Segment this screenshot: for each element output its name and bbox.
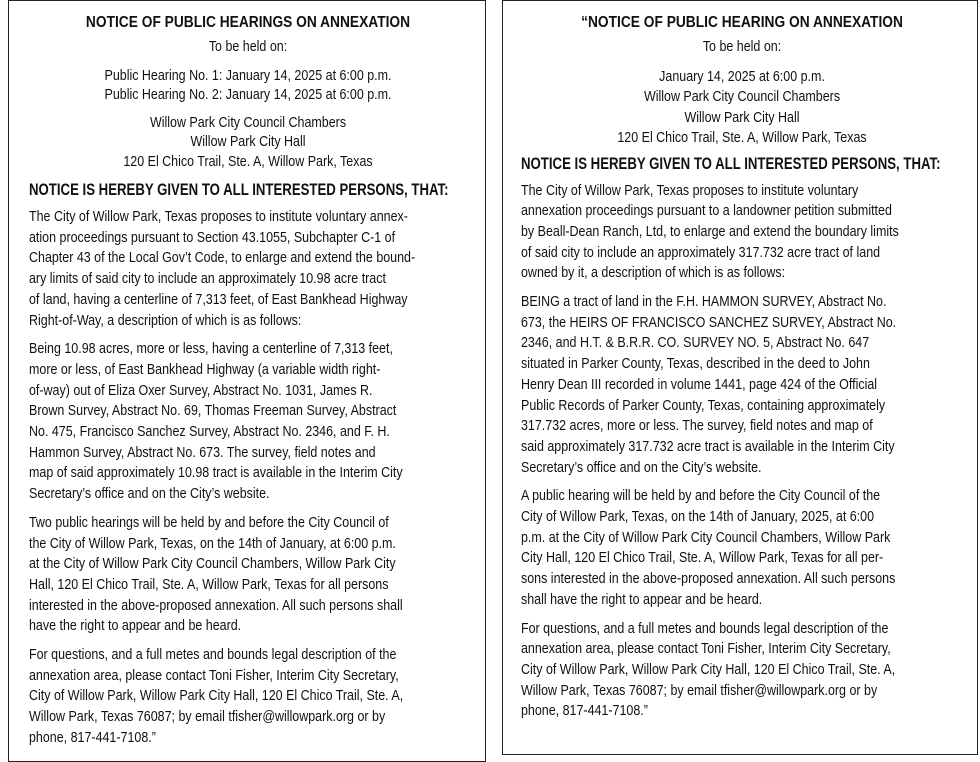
location-line: Willow Park City Hall: [684, 109, 800, 126]
text-line: situated in Parker County, Texas, described in the deed to John: [521, 356, 870, 373]
text-line: The City of Willow Park, Texas proposes to institute voluntary: [521, 182, 859, 199]
hearing-line: Public Hearing No. 2: January 14, 2025 at 6:00 p.m.: [104, 87, 392, 103]
text-line: at the City of Willow Park City Council Chambers, Willow Park City: [29, 556, 396, 573]
text-line: annexation area, please contact Toni Fisher, Interim City Secretary,: [29, 667, 399, 684]
text-line: City of Willow Park, Texas, on the 14th of January, 2025, at 6:00: [521, 509, 875, 526]
text-line: For questions, and a full metes and bounds legal description of the: [521, 620, 889, 637]
location-line: January 14, 2025 at 6:00 p.m.: [659, 68, 825, 85]
text-line: 673, the HEIRS OF FRANCISCO SANCHEZ SURVEY, Abstract No.: [521, 314, 897, 331]
text-line: City of Willow Park, Willow Park City Hall, 120 El Chico Trail, Ste. A,: [29, 688, 404, 705]
text-line: of said city to include an approximately 317.732 acre tract of land: [521, 244, 881, 261]
text-line: said approximately 317.732 acre tract is available in the Interim City: [521, 438, 895, 455]
paragraph-hearings: [521, 486, 901, 610]
location-line: Willow Park City Hall: [190, 134, 306, 150]
hearing-location: [552, 67, 932, 149]
text-line: shall have the right to appear and be heard.: [521, 591, 763, 608]
text-line: Hall, 120 El Chico Trail, Ste. A, Willow Park, Texas for all persons: [29, 576, 389, 593]
to-be-held-label: To be held on:: [208, 39, 288, 55]
text-line: ation proceedings pursuant to Section 43.1055, Subchapter C-1 of: [29, 229, 396, 246]
text-line: Secretary’s office and on the City’s website.: [29, 486, 270, 503]
location-line: 120 El Chico Trail, Ste. A, Willow Park, Texas: [617, 130, 867, 146]
to-be-held-label: To be held on:: [702, 39, 782, 55]
hearing-location: [60, 114, 437, 173]
text-line: Right-of-Way, a description of which is as follows:: [29, 312, 302, 329]
text-line: Two public hearings will be held by and before the City Council of: [29, 514, 389, 531]
hearing-schedule: [60, 67, 437, 106]
text-line: A public hearing will be held by and before the City Council of the: [521, 488, 881, 505]
text-line: Secretary’s office and on the City’s website.: [521, 459, 762, 476]
annexation-notice-right: [502, 0, 978, 755]
text-line: Public Records of Parker County, Texas, containing approximately: [521, 397, 886, 414]
text-line: City of Willow Park, Willow Park City Hall, 120 El Chico Trail, Ste. A,: [521, 661, 896, 678]
text-line: annexation proceedings pursuant to a landowner petition submitted: [521, 203, 892, 220]
text-line: phone, 817-441-7108.”: [29, 729, 156, 746]
text-line: phone, 817-441-7108.”: [521, 703, 648, 720]
notice-title: “NOTICE OF PUBLIC HEARING ON ANNEXATION: [581, 14, 903, 31]
location-line: Willow Park City Council Chambers: [149, 114, 347, 131]
notice-given-heading: NOTICE IS HEREBY GIVEN TO ALL INTERESTED PERSONS, THAT:: [29, 181, 449, 199]
annexation-notice-left: [8, 0, 486, 762]
text-line: Being 10.98 acres, more or less, having a centerline of 7,313 feet,: [29, 341, 393, 358]
paragraph-intro: [521, 181, 901, 285]
text-line: Brown Survey, Abstract No. 69, Thomas Freeman Survey, Abstract: [29, 403, 397, 420]
text-line: Hammon Survey, Abstract No. 673. The survey, field notes and: [29, 444, 376, 461]
text-line: 2346, and H.T. & B.R.R. CO. SURVEY NO. 5, Abstract No. 647: [521, 335, 870, 352]
text-line: more or less, of East Bankhead Highway (a variable width right-: [29, 361, 381, 378]
text-line: City Hall, 120 El Chico Trail, Ste. A, Willow Park, Texas for all per-: [521, 550, 884, 567]
text-line: Chapter 43 of the Local Gov’t Code, to enlarge and extend the bound-: [29, 250, 416, 267]
hearing-line: Public Hearing No. 1: January 14, 2025 at 6:00 p.m.: [104, 67, 392, 84]
text-line: No. 475, Francisco Sanchez Survey, Abstract No. 2346, and F. H.: [29, 424, 390, 441]
text-line: of land, having a centerline of 7,313 feet, of East Bankhead Highway: [29, 291, 408, 308]
notice-given-heading: NOTICE IS HEREBY GIVEN TO ALL INTERESTED PERSONS, THAT:: [521, 154, 941, 173]
text-line: p.m. at the City of Willow Park City Council Chambers, Willow Park: [521, 529, 891, 546]
paragraph-intro: [29, 207, 416, 331]
text-line: map of said approximately 10.98 tract is available in the Interim City: [29, 465, 403, 482]
text-line: Willow Park, Texas 76087; by email tfisher@willowpark.org or by: [521, 682, 878, 699]
paragraph-description: [521, 292, 901, 478]
paragraph-contact: [29, 645, 406, 749]
text-line: The City of Willow Park, Texas proposes to institute voluntary annex-: [29, 209, 408, 225]
text-line: sons interested in the above-proposed annexation. All such persons: [521, 571, 896, 588]
text-line: owned by it, a description of which is as follows:: [521, 265, 786, 282]
location-line: Willow Park City Council Chambers: [643, 89, 841, 105]
text-line: BEING a tract of land in the F.H. HAMMON SURVEY, Abstract No.: [521, 294, 887, 311]
text-line: of-way) out of Eliza Oxer Survey, Abstract No. 1031, James R.: [29, 382, 373, 399]
text-line: the City of Willow Park, Texas, on the 14th of January, at 6:00 p.m.: [29, 535, 396, 552]
paragraph-hearings: [29, 513, 406, 637]
text-line: Henry Dean III recorded in volume 1441, page 424 of the Official: [521, 376, 878, 393]
paragraph-contact: [521, 619, 901, 723]
text-line: ary limits of said city to include an approximately 10.98 acre tract: [29, 271, 386, 288]
text-line: 317.732 acres, more or less. The survey, field notes and map of: [521, 418, 873, 435]
text-line: For questions, and a full metes and bounds legal description of the: [29, 647, 397, 664]
paragraph-description: [29, 339, 406, 505]
text-line: Willow Park, Texas 76087; by email tfisher@willowpark.org or by: [29, 709, 386, 726]
text-line: annexation area, please contact Toni Fisher, Interim City Secretary,: [521, 641, 891, 658]
text-line: have the right to appear and be heard.: [29, 618, 242, 635]
notice-title: NOTICE OF PUBLIC HEARINGS ON ANNEXATION: [85, 14, 411, 31]
text-line: interested in the above-proposed annexation. All such persons shall: [29, 597, 403, 614]
text-line: by Beall-Dean Ranch, Ltd, to enlarge and extend the boundary limits: [521, 223, 899, 240]
location-line: 120 El Chico Trail, Ste. A, Willow Park, Texas: [123, 153, 373, 170]
